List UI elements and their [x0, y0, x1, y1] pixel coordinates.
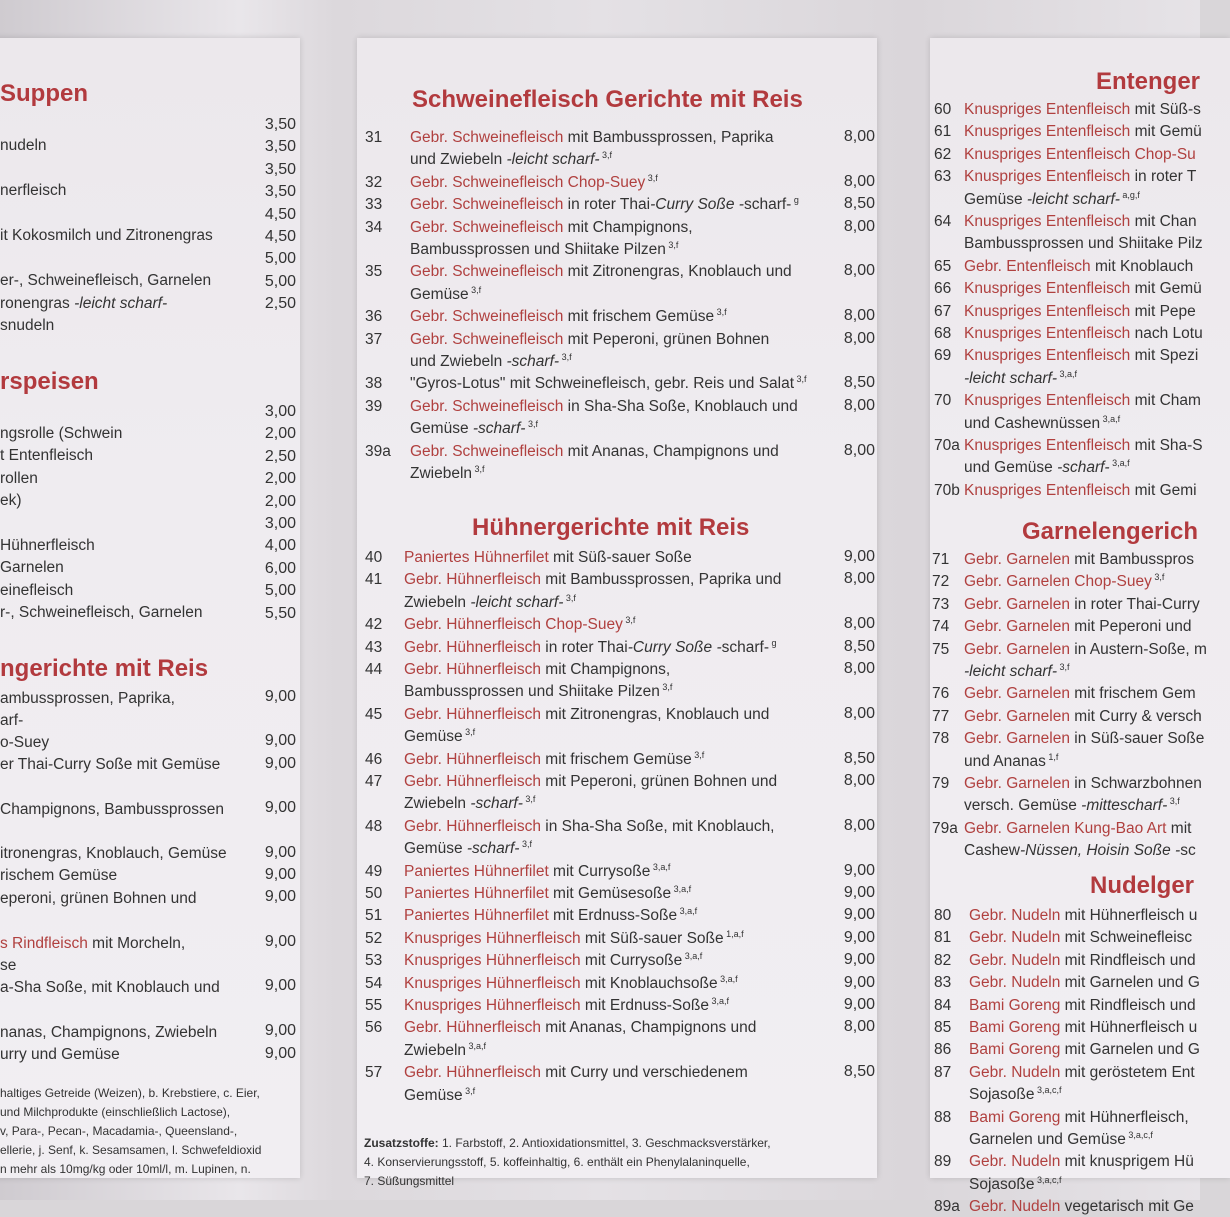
pork-item-price: 8,00: [843, 329, 875, 347]
chicken-item-price: 8,00: [843, 660, 875, 677]
duck-item-name: Knuspriges Entenfleisch mit Sha-S: [964, 437, 1203, 454]
chicken-item-name: Gebr. Hühnerfleisch mit Peperoni, grünen Bohnen und: [404, 773, 778, 790]
chicken-item-price: 9,00: [843, 548, 875, 565]
soup-line: er-, Schweinefleisch, Garnelen: [0, 272, 212, 289]
soup-price: 3,50: [264, 183, 296, 201]
section-title-chicken: Hühnergerichte mit Reis: [472, 514, 750, 541]
starter-line: Garnelen: [0, 559, 64, 576]
section-title-duck: Entenger: [1096, 68, 1201, 95]
shrimp-item-number: 76: [932, 685, 950, 703]
additives-note: Zusatzstoffe: 1. Farbstoff, 2. Antioxidationsmittel, 3. Geschmacksverstärker,: [364, 1136, 771, 1150]
soup-line: nerfleisch: [0, 182, 67, 199]
pork-item-price: 8,50: [843, 195, 875, 213]
shrimp-item-number: 73: [932, 595, 950, 613]
noodle-item-number: 83: [934, 974, 952, 992]
chicken-item-price: 8,00: [843, 1018, 875, 1036]
pork-item-desc: Gemüse -scharf- $^{3,f}$: [410, 419, 538, 438]
noodle-item-number: 80: [934, 907, 952, 924]
noodle-item-name: Gebr. Nudeln mit Rindfleisch und: [969, 951, 1196, 969]
noodle-item-name: Bami Goreng mit Rindfleisch und: [969, 996, 1196, 1014]
starter-line: einefleisch: [0, 582, 74, 599]
chicken-item-name: Knuspriges Hühnerfleisch mit Süß-sauer Soße $^{1,a,f}$: [404, 928, 744, 947]
pork-item-price: 8,00: [843, 307, 875, 325]
pork-item-number: 34: [365, 218, 383, 236]
shrimp-item-desc: -leicht scharf- $^{3,f}$: [964, 661, 1070, 680]
soup-price: 5,00: [264, 250, 296, 268]
duck-item-number: 67: [934, 302, 952, 320]
noodle-item-desc: Sojasoße $^{3,a,c,f}$: [969, 1174, 1062, 1193]
chicken-item-desc: Bambussprossen und Shiitake Pilzen $^{3,f}$: [404, 682, 673, 701]
pork-item-number: 33: [365, 196, 383, 214]
chicken-item-number: 52: [365, 929, 383, 947]
section-title-soups: Suppen: [0, 80, 88, 107]
soup-price: 5,00: [264, 272, 296, 290]
chicken-item-name: Gebr. Hühnerfleisch mit Champignons,: [404, 661, 671, 678]
chicken-item-price: 8,00: [843, 704, 875, 722]
dish-line: a-Sha Soße, mit Knoblauch und: [0, 979, 220, 996]
chicken-item-name: Knuspriges Hühnerfleisch mit Currysoße $^{3,a,f}$: [404, 951, 703, 970]
starter-line: rollen: [0, 470, 38, 487]
dish-price: 9,00: [264, 1045, 296, 1062]
shrimp-item-number: 72: [932, 573, 950, 591]
additives-note-2: 4. Konservierungsstoff, 5. koffeinhaltig, 6. enthält ein Phenylalaninquelle,: [364, 1155, 750, 1169]
pork-item-price: 8,00: [843, 262, 875, 280]
dish-price: 9,00: [264, 1022, 296, 1039]
soup-price: 4,50: [264, 228, 296, 245]
shrimp-item-number: 77: [932, 707, 950, 725]
noodle-item-number: 82: [934, 951, 952, 969]
chicken-item-number: 40: [365, 549, 383, 566]
shrimp-item-name: Gebr. Garnelen mit Bambusspros: [964, 551, 1195, 568]
starter-price: 5,00: [264, 582, 296, 600]
noodle-item-number: 81: [934, 929, 952, 947]
chicken-item-name: Gebr. Hühnerfleisch in Sha-Sha Soße, mit Knoblauch,: [404, 817, 775, 835]
shrimp-item-number: 75: [932, 640, 950, 658]
chicken-item-name: Gebr. Hühnerfleisch Chop-Suey $^{3,f}$: [404, 615, 636, 634]
dish-line: ambussprossen, Paprika,: [0, 690, 175, 707]
dish-line: s Rindfleisch mit Morcheln,: [0, 935, 186, 952]
pork-item-name: "Gyros-Lotus" mit Schweinefleisch, gebr. Reis und Salat $^{3,f}$: [410, 374, 807, 393]
chicken-item-price: 8,50: [843, 637, 875, 655]
shrimp-item-name: Gebr. Garnelen mit Curry & versch: [964, 707, 1202, 725]
chicken-item-number: 51: [365, 907, 383, 925]
starter-price: 5,50: [264, 604, 296, 622]
allergen-note: n mehr als 10mg/kg oder 10ml/l, m. Lupinen, n.: [0, 1162, 251, 1176]
duck-item-name: Knuspriges Entenfleisch mit Süß-s: [964, 101, 1201, 118]
shrimp-item-name: Gebr. Garnelen mit Peperoni und: [964, 618, 1192, 636]
shrimp-item-number: 79a: [932, 819, 958, 837]
chicken-item-name: Knuspriges Hühnerfleisch mit Erdnuss-Soße $^{3,a,f}$: [404, 995, 729, 1014]
duck-item-number: 68: [934, 325, 952, 342]
pork-item-number: 31: [365, 129, 383, 146]
noodle-item-number: 86: [934, 1041, 952, 1059]
noodle-item-desc: Sojasoße $^{3,a,c,f}$: [969, 1085, 1062, 1104]
chicken-item-desc: Gemüse $^{3,f}$: [404, 727, 476, 746]
duck-item-name: Knuspriges Entenfleisch mit Chan: [964, 213, 1197, 230]
chicken-item-price: 8,50: [843, 749, 875, 767]
shrimp-item-name: Gebr. Garnelen mit frischem Gem: [964, 685, 1196, 703]
chicken-item-number: 49: [365, 862, 383, 880]
pork-item-name: Gebr. Schweinefleisch Chop-Suey $^{3,f}$: [410, 172, 658, 191]
starter-price: 3,00: [264, 515, 296, 532]
dish-price: 9,00: [264, 844, 296, 861]
duck-item-desc: Bambussprossen und Shiitake Pilz: [964, 235, 1203, 253]
duck-item-name: Knuspriges Entenfleisch mit Pepe: [964, 302, 1196, 320]
pork-item-price: 8,00: [843, 441, 875, 459]
starter-line: Hühnerfleisch: [0, 537, 95, 554]
duck-item-name: Knuspriges Entenfleisch mit Cham: [964, 392, 1201, 410]
duck-item-number: 61: [934, 123, 952, 141]
allergen-note: ellerie, j. Senf, k. Sesamsamen, l. Schwefeldioxid: [0, 1143, 262, 1157]
duck-item-number: 60: [934, 101, 952, 118]
shrimp-item-desc: und Ananas $^{1,f}$: [964, 751, 1059, 770]
chicken-item-price: 9,00: [843, 906, 875, 924]
chicken-item-name: Gebr. Hühnerfleisch in roter Thai-Curry Soße -scharf- $^g$: [404, 637, 777, 656]
section-title-starters: rspeisen: [0, 368, 99, 395]
chicken-item-number: 53: [365, 952, 383, 970]
chicken-item-number: 50: [365, 885, 383, 902]
duck-item-name: Knuspriges Entenfleisch mit Gemi: [964, 481, 1197, 499]
dish-line: arf-: [0, 712, 24, 729]
chicken-item-name: Paniertes Hühnerfilet mit Süß-sauer Soße: [404, 549, 692, 566]
pork-item-price: 8,00: [843, 217, 875, 235]
shrimp-item-name: Gebr. Garnelen Chop-Suey $^{3,f}$: [964, 572, 1165, 591]
shrimp-item-name: Gebr. Garnelen in Austern-Soße, m: [964, 640, 1207, 658]
pork-item-name: Gebr. Schweinefleisch mit Champignons,: [410, 218, 693, 236]
duck-item-number: 70: [934, 392, 952, 410]
noodle-item-number: 89a: [934, 1198, 960, 1216]
pork-item-price: 8,00: [843, 396, 875, 414]
noodle-item-number: 84: [934, 996, 952, 1014]
dish-price: 9,00: [264, 799, 296, 816]
shrimp-item-desc: Cashew-Nüssen, Hoisin Soße -sc: [964, 842, 1196, 860]
noodle-item-name: Bami Goreng mit Garnelen und G: [969, 1041, 1200, 1059]
chicken-item-name: Paniertes Hühnerfilet mit Currysoße $^{3,a,f}$: [404, 861, 671, 880]
chicken-item-price: 9,00: [843, 996, 875, 1013]
dish-line: Champignons, Bambussprossen: [0, 801, 225, 818]
left-panel: [0, 38, 300, 1178]
dish-line: eperoni, grünen Bohnen und: [0, 890, 197, 907]
chicken-item-number: 42: [365, 616, 383, 634]
shrimp-item-number: 71: [932, 551, 950, 568]
pork-item-number: 38: [365, 375, 383, 393]
allergen-note: v, Para-, Pecan-, Macadamia-, Queensland-,: [0, 1124, 238, 1138]
duck-item-number: 66: [934, 280, 952, 298]
duck-item-desc: und Cashewnüssen $^{3,a,f}$: [964, 413, 1121, 432]
chicken-item-desc: Gemüse $^{3,f}$: [404, 1085, 476, 1104]
soup-line: snudeln: [0, 317, 55, 334]
dish-line: urry und Gemüse: [0, 1046, 120, 1063]
dish-line: rischem Gemüse: [0, 867, 118, 884]
shrimp-item-number: 74: [932, 618, 950, 636]
chicken-item-name: Gebr. Hühnerfleisch mit Bambussprossen, Paprika und: [404, 571, 782, 589]
chicken-item-name: Paniertes Hühnerfilet mit Erdnuss-Soße $^{3,a,f}$: [404, 906, 698, 925]
duck-item-number: 63: [934, 168, 952, 186]
duck-item-desc: Gemüse -leicht scharf- $^{a,g,f}$: [964, 189, 1140, 208]
pork-item-number: 35: [365, 263, 383, 281]
duck-item-desc: und Gemüse -scharf- $^{3,a,f}$: [964, 458, 1130, 477]
chicken-item-price: 8,50: [843, 1063, 875, 1081]
dish-price: 9,00: [264, 688, 296, 705]
soup-price: 2,50: [264, 295, 296, 313]
shrimp-item-desc: versch. Gemüse -mittescharf- $^{3,f}$: [964, 796, 1180, 815]
pork-item-number: 39: [365, 397, 383, 415]
chicken-item-price: 9,00: [843, 884, 875, 901]
duck-item-number: 64: [934, 213, 952, 230]
chicken-item-price: 8,00: [843, 615, 875, 633]
shrimp-item-number: 78: [932, 730, 950, 748]
pork-item-name: Gebr. Schweinefleisch mit Peperoni, grünen Bohnen: [410, 330, 770, 348]
noodle-item-name: Gebr. Nudeln mit Schweinefleisc: [969, 929, 1193, 947]
pork-item-price: 8,00: [843, 172, 875, 190]
duck-item-name: Knuspriges Entenfleisch mit Gemü: [964, 123, 1202, 141]
duck-item-name: Knuspriges Entenfleisch mit Spezi: [964, 347, 1199, 365]
chicken-item-name: Knuspriges Hühnerfleisch mit Knoblauchsoße $^{3,a,f}$: [404, 973, 738, 992]
pork-item-price: 8,50: [843, 374, 875, 392]
starter-price: 6,00: [264, 559, 296, 577]
pork-item-name: Gebr. Schweinefleisch mit Ananas, Champignons und: [410, 442, 779, 460]
chicken-item-number: 56: [365, 1019, 383, 1037]
chicken-item-number: 55: [365, 997, 383, 1014]
soup-price: 3,50: [264, 138, 296, 156]
duck-item-number: 70b: [934, 481, 960, 499]
pork-item-name: Gebr. Schweinefleisch mit Bambussprossen, Paprika: [410, 129, 774, 146]
pork-item-number: 39a: [365, 442, 391, 460]
starter-line: t Entenfleisch: [0, 447, 94, 464]
starter-line: r-, Schweinefleisch, Garnelen: [0, 604, 203, 621]
shrimp-item-name: Gebr. Garnelen Kung-Bao Art mit: [964, 819, 1192, 837]
chicken-item-number: 46: [365, 750, 383, 768]
chicken-item-number: 48: [365, 817, 383, 835]
section-title-noodles: Nudelger: [1090, 872, 1195, 899]
noodle-item-name: Gebr. Nudeln mit Hühnerfleisch u: [969, 907, 1198, 924]
pork-item-name: Gebr. Schweinefleisch mit frischem Gemüse $^{3,f}$: [410, 307, 727, 326]
allergen-note: und Milchprodukte (einschließlich Lactose),: [0, 1105, 231, 1119]
chicken-item-price: 8,00: [843, 816, 875, 834]
chicken-item-number: 43: [365, 638, 383, 656]
duck-item-desc: -leicht scharf- $^{3,a,f}$: [964, 368, 1078, 387]
pork-item-desc: Gemüse $^{3,f}$: [410, 284, 482, 303]
starter-price: 3,00: [264, 403, 296, 420]
duck-item-name: Gebr. Entenfleisch mit Knoblauch: [964, 257, 1194, 275]
starter-line: ek): [0, 492, 22, 509]
soup-price: 3,50: [264, 160, 296, 178]
chicken-item-price: 8,00: [843, 570, 875, 588]
noodle-item-number: 89: [934, 1153, 952, 1171]
dish-line: nanas, Champignons, Zwiebeln: [0, 1024, 218, 1041]
chicken-item-number: 54: [365, 974, 383, 992]
section-title-dishes: ngerichte mit Reis: [0, 655, 209, 682]
starter-price: 2,00: [264, 425, 296, 443]
pork-item-desc: und Zwiebeln -leicht scharf- $^{3,f}$: [410, 150, 613, 169]
pork-item-number: 32: [365, 173, 383, 191]
allergen-note: haltiges Getreide (Weizen), b. Krebstiere, c. Eier,: [0, 1086, 260, 1100]
pork-item-desc: und Zwiebeln -scharf- $^{3,f}$: [410, 351, 572, 370]
chicken-item-price: 9,00: [843, 928, 875, 946]
section-title-pork: Schweinefleisch Gerichte mit Reis: [412, 86, 803, 113]
chicken-item-name: Gebr. Hühnerfleisch mit frischem Gemüse $^{3,f}$: [404, 749, 705, 768]
pork-item-desc: Bambussprossen und Shiitake Pilzen $^{3,f}$: [410, 239, 679, 258]
chicken-item-name: Gebr. Hühnerfleisch mit Curry und verschiedenem: [404, 1064, 748, 1082]
dish-price: 9,00: [264, 732, 296, 749]
soup-line: it Kokosmilch und Zitronengras: [0, 227, 213, 244]
noodle-item-name: Gebr. Nudeln mit knusprigem Hü: [969, 1153, 1194, 1171]
noodle-item-desc: Garnelen und Gemüse $^{3,a,c,f}$: [969, 1129, 1153, 1148]
dish-price: 9,00: [264, 933, 296, 950]
chicken-item-price: 8,00: [843, 772, 875, 789]
chicken-item-desc: Zwiebeln -leicht scharf- $^{3,f}$: [404, 592, 576, 611]
chicken-item-name: Gebr. Hühnerfleisch mit Ananas, Champignons und: [404, 1019, 757, 1037]
chicken-item-price: 9,00: [843, 973, 875, 991]
duck-item-number: 62: [934, 145, 952, 163]
dish-price: 9,00: [264, 977, 296, 994]
right-panel: [930, 38, 1230, 1216]
duck-item-name: Knuspriges Entenfleisch Chop-Su: [964, 145, 1196, 163]
duck-item-name: Knuspriges Entenfleisch in roter T: [964, 168, 1197, 186]
duck-item-number: 69: [934, 347, 952, 365]
dish-line: er Thai-Curry Soße mit Gemüse: [0, 756, 221, 773]
shrimp-item-name: Gebr. Garnelen in roter Thai-Curry: [964, 595, 1200, 613]
soup-price: 3,50: [264, 116, 296, 133]
noodle-item-number: 88: [934, 1108, 952, 1126]
dish-price: 9,00: [264, 888, 296, 905]
soup-line: nudeln: [0, 137, 47, 154]
dish-line: se: [0, 957, 17, 974]
pork-item-number: 37: [365, 330, 383, 348]
shrimp-item-name: Gebr. Garnelen in Süß-sauer Soße: [964, 730, 1205, 748]
noodle-item-number: 87: [934, 1063, 952, 1081]
pork-item-name: Gebr. Schweinefleisch mit Zitronengras, Knoblauch und: [410, 263, 792, 281]
chicken-item-desc: Zwiebeln $^{3,a,f}$: [404, 1040, 487, 1059]
noodle-item-number: 85: [934, 1019, 952, 1036]
starter-line: ngsrolle (Schwein: [0, 425, 123, 442]
chicken-item-price: 9,00: [843, 861, 875, 879]
duck-item-name: Knuspriges Entenfleisch nach Lotu: [964, 325, 1203, 342]
shrimp-item-number: 79: [932, 775, 950, 792]
pork-item-price: 8,00: [843, 128, 875, 145]
additives-note-3: 7. Süßungsmittel: [364, 1174, 455, 1188]
dish-price: 9,00: [264, 755, 296, 772]
chicken-item-number: 44: [365, 661, 383, 678]
chicken-item-number: 47: [365, 773, 383, 790]
chicken-item-number: 57: [365, 1064, 383, 1082]
noodle-item-name: Bami Goreng mit Hühnerfleisch u: [969, 1019, 1198, 1036]
duck-item-number: 65: [934, 257, 952, 275]
noodle-item-name: Gebr. Nudeln mit geröstetem Ent: [969, 1063, 1195, 1081]
dish-price: 9,00: [264, 866, 296, 883]
chicken-item-desc: Zwiebeln -scharf- $^{3,f}$: [404, 794, 536, 813]
starter-price: 2,00: [264, 470, 296, 488]
chicken-item-desc: Gemüse -scharf- $^{3,f}$: [404, 839, 532, 858]
dish-line: o-Suey: [0, 734, 50, 751]
duck-item-name: Knuspriges Entenfleisch mit Gemü: [964, 280, 1202, 298]
dish-line: itronengras, Knoblauch, Gemüse: [0, 845, 227, 862]
chicken-item-number: 41: [365, 571, 383, 589]
chicken-item-name: Paniertes Hühnerfilet mit Gemüsesoße $^{3,a,f}$: [404, 883, 692, 902]
pork-item-number: 36: [365, 308, 383, 326]
starter-price: 4,00: [264, 537, 296, 555]
chicken-item-name: Gebr. Hühnerfleisch mit Zitronengras, Knoblauch und: [404, 705, 770, 723]
middle-panel: [357, 38, 877, 1188]
section-title-shrimp: Garnelengerich: [1022, 518, 1199, 545]
noodle-item-name: Gebr. Nudeln vegetarisch mit Ge: [969, 1198, 1194, 1216]
shrimp-item-name: Gebr. Garnelen in Schwarzbohnen: [964, 775, 1202, 792]
soup-line: ronengras -leicht scharf-: [0, 295, 168, 312]
pork-item-desc: Zwiebeln $^{3,f}$: [410, 463, 485, 482]
noodle-item-name: Gebr. Nudeln mit Garnelen und G: [969, 974, 1200, 992]
starter-price: 2,00: [264, 492, 296, 510]
pork-item-name: Gebr. Schweinefleisch in roter Thai-Curry Soße -scharf- $^g$: [410, 195, 799, 214]
starter-price: 2,50: [264, 447, 296, 465]
chicken-item-number: 45: [365, 705, 383, 723]
pork-item-name: Gebr. Schweinefleisch in Sha-Sha Soße, Knoblauch und: [410, 397, 798, 415]
duck-item-number: 70a: [934, 437, 960, 454]
chicken-item-price: 9,00: [843, 951, 875, 969]
noodle-item-name: Bami Goreng mit Hühnerfleisch,: [969, 1108, 1189, 1126]
soup-price: 4,50: [264, 205, 296, 223]
